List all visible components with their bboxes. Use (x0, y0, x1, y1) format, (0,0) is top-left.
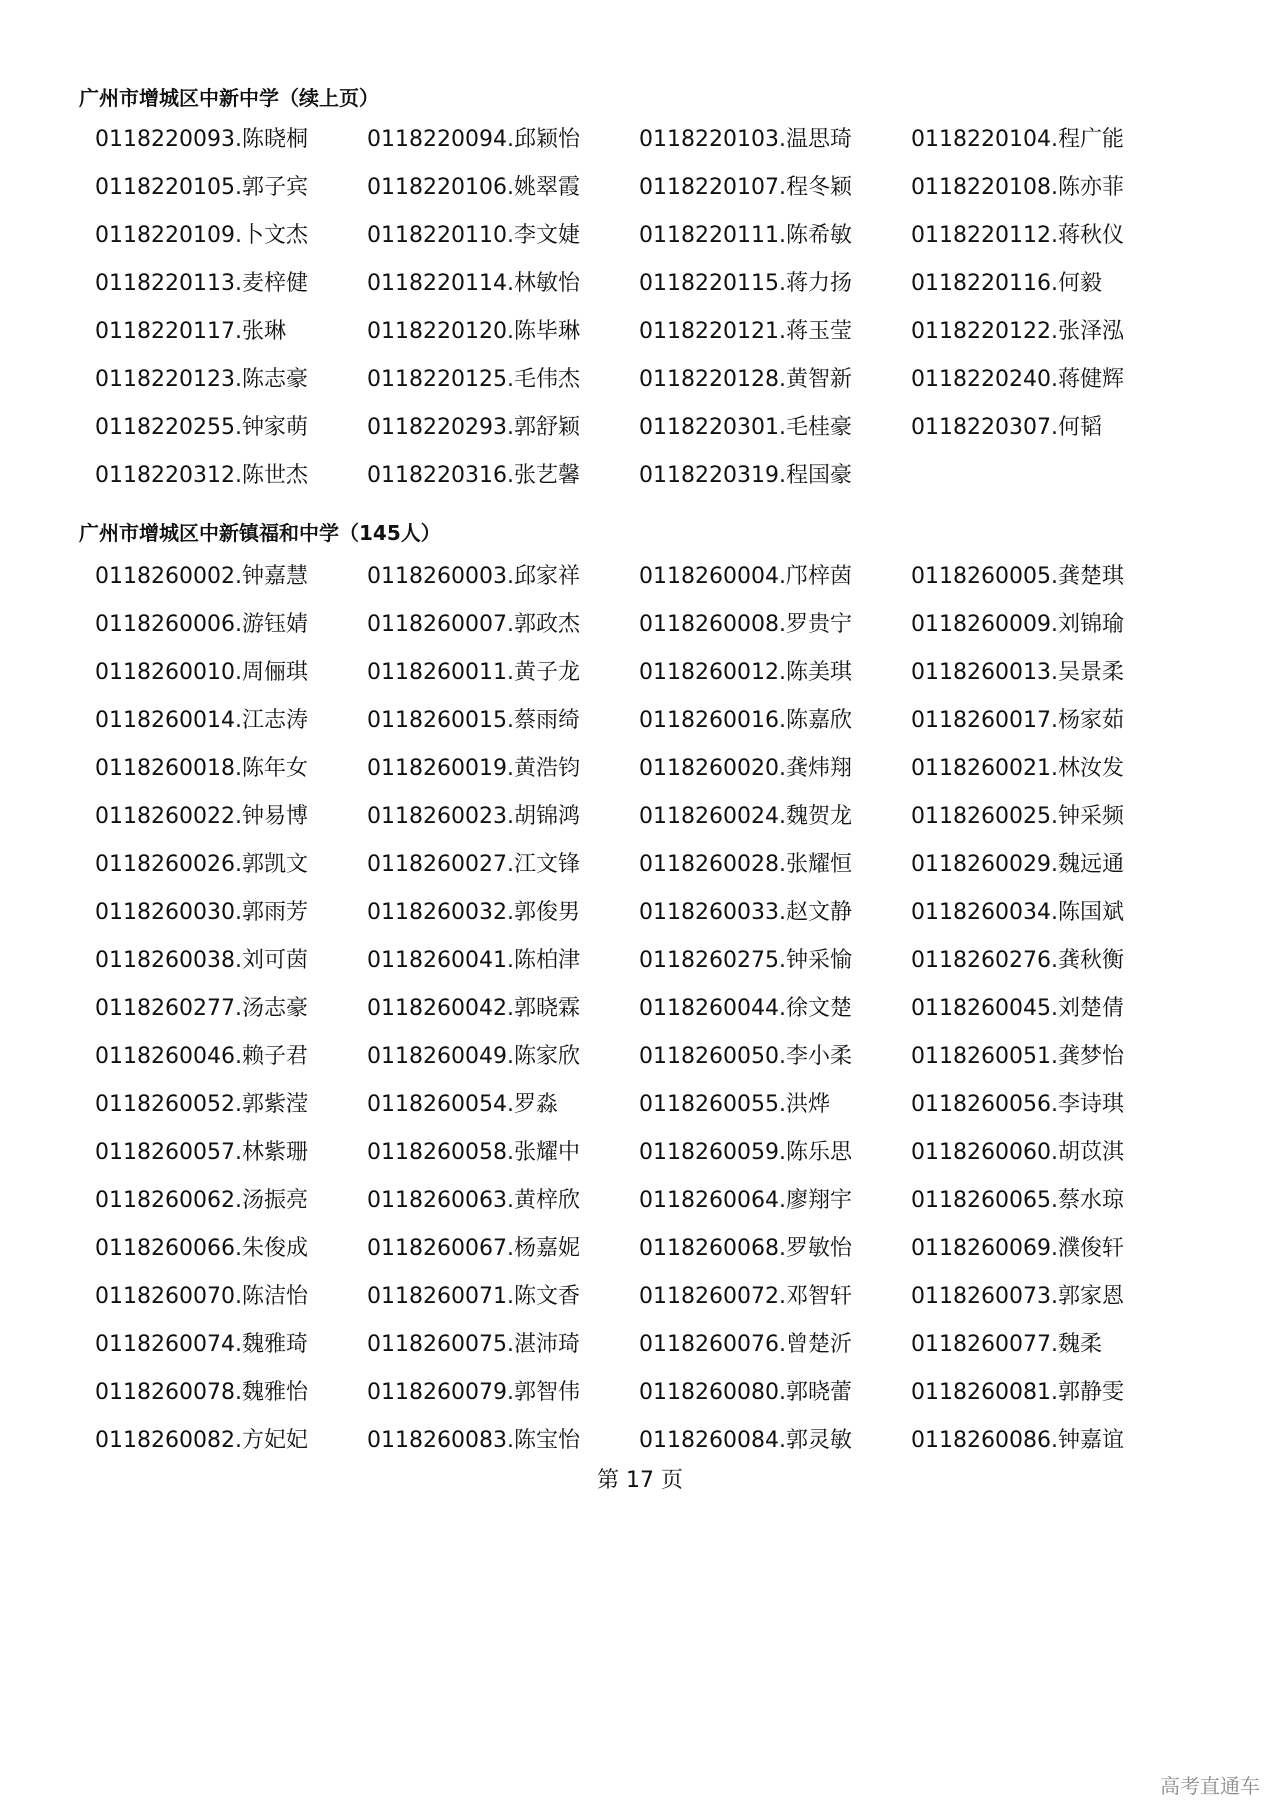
list-item: 0118260041.陈柏津 (367, 948, 580, 973)
list-item: 0118220094.邱颖怡 (367, 127, 580, 152)
list-item: 0118220319.程国豪 (639, 463, 852, 488)
list-item: 0118260044.徐文楚 (639, 996, 852, 1021)
list-item: 0118260011.黄子龙 (367, 660, 580, 685)
section-title-2: 广州市增城区中新镇福和中学（145人） (79, 521, 441, 545)
list-item: 0118260078.魏雅怡 (95, 1380, 308, 1405)
list-item: 0118260024.魏贺龙 (639, 804, 852, 829)
list-item: 0118260069.濮俊轩 (911, 1236, 1124, 1261)
list-item: 0118260004.邝梓茵 (639, 564, 852, 589)
list-item: 0118260038.刘可茵 (95, 948, 308, 973)
list-item: 0118260030.郭雨芳 (95, 900, 308, 925)
entry-list-1 (95, 116, 1195, 500)
list-item: 0118220121.蒋玉莹 (639, 319, 852, 344)
list-item: 0118260049.陈家欣 (367, 1044, 580, 1069)
list-item: 0118220120.陈毕琳 (367, 319, 580, 344)
list-item: 0118260026.郭凯文 (95, 852, 308, 877)
list-item: 0118260060.胡苡淇 (911, 1140, 1124, 1165)
list-item: 0118220113.麦梓健 (95, 271, 308, 296)
list-item: 0118260065.蔡水琼 (911, 1188, 1124, 1213)
list-item: 0118260057.林紫珊 (95, 1140, 308, 1165)
list-item: 0118220128.黄智新 (639, 367, 852, 392)
list-item: 0118260003.邱家祥 (367, 564, 580, 589)
list-item: 0118260064.廖翔宇 (639, 1188, 852, 1213)
list-item: 0118260021.林汝发 (911, 756, 1124, 781)
list-item: 0118260084.郭灵敏 (639, 1428, 852, 1453)
list-item: 0118260017.杨家茹 (911, 708, 1124, 733)
list-item: 0118220307.何韬 (911, 415, 1102, 440)
list-item: 0118220107.程冬颖 (639, 175, 852, 200)
list-item: 0118260076.曾楚沂 (639, 1332, 852, 1357)
list-item: 0118260010.周俪琪 (95, 660, 308, 685)
list-item: 0118220301.毛桂豪 (639, 415, 852, 440)
list-item: 0118260042.郭晓霖 (367, 996, 580, 1021)
list-item: 0118220109.卜文杰 (95, 223, 308, 248)
list-item: 0118260055.洪烨 (639, 1092, 830, 1117)
list-item: 0118260066.朱俊成 (95, 1236, 308, 1261)
list-item: 0118220105.郭子宾 (95, 175, 308, 200)
watermark-text: 高考直通车 (1160, 1774, 1260, 1798)
list-item: 0118260013.吴景柔 (911, 660, 1124, 685)
list-item: 0118260019.黄浩钧 (367, 756, 580, 781)
list-item: 0118220293.郭舒颖 (367, 415, 580, 440)
list-item: 0118220316.张艺馨 (367, 463, 580, 488)
list-item: 0118260027.江文锋 (367, 852, 580, 877)
list-item: 0118220312.陈世杰 (95, 463, 308, 488)
list-item: 0118260032.郭俊男 (367, 900, 580, 925)
list-item: 0118220106.姚翠霞 (367, 175, 580, 200)
list-item: 0118260029.魏远通 (911, 852, 1124, 877)
list-item: 0118260277.汤志豪 (95, 996, 308, 1021)
list-item: 0118260052.郭紫滢 (95, 1092, 308, 1117)
list-item: 0118260276.龚秋衡 (911, 948, 1124, 973)
list-item: 0118260005.龚楚琪 (911, 564, 1124, 589)
list-item: 0118260082.方妃妃 (95, 1428, 308, 1453)
list-item: 0118260086.钟嘉谊 (911, 1428, 1124, 1453)
list-item: 0118260072.邓智轩 (639, 1284, 852, 1309)
list-item: 0118260007.郭政杰 (367, 612, 580, 637)
list-item: 0118220112.蒋秋仪 (911, 223, 1124, 248)
list-item: 0118260083.陈宝怡 (367, 1428, 580, 1453)
list-item: 0118260275.钟采愉 (639, 948, 852, 973)
list-item: 0118260073.郭家恩 (911, 1284, 1124, 1309)
list-item: 0118260059.陈乐思 (639, 1140, 852, 1165)
list-item: 0118260063.黄梓欣 (367, 1188, 580, 1213)
page-number: 第 17 页 (597, 1468, 683, 1493)
list-item: 0118220103.温思琦 (639, 127, 852, 152)
list-item: 0118220122.张泽泓 (911, 319, 1124, 344)
list-item: 0118260070.陈洁怡 (95, 1284, 308, 1309)
list-item: 0118260028.张耀恒 (639, 852, 852, 877)
list-item: 0118260062.汤振亮 (95, 1188, 308, 1213)
list-item: 0118260051.龚梦怡 (911, 1044, 1124, 1069)
list-item: 0118220110.李文婕 (367, 223, 580, 248)
list-item: 0118220116.何毅 (911, 271, 1102, 296)
list-item: 0118260050.李小柔 (639, 1044, 852, 1069)
list-item: 0118260020.龚炜翔 (639, 756, 852, 781)
list-item: 0118260002.钟嘉慧 (95, 564, 308, 589)
list-item: 0118260079.郭智伟 (367, 1380, 580, 1405)
list-item: 0118260075.湛沛琦 (367, 1332, 580, 1357)
list-item: 0118260046.赖子君 (95, 1044, 308, 1069)
list-item: 0118260056.李诗琪 (911, 1092, 1124, 1117)
list-item: 0118260034.陈国斌 (911, 900, 1124, 925)
list-item: 0118260077.魏柔 (911, 1332, 1102, 1357)
list-item: 0118260015.蔡雨绮 (367, 708, 580, 733)
list-item: 0118260058.张耀中 (367, 1140, 580, 1165)
list-item: 0118260016.陈嘉欣 (639, 708, 852, 733)
list-item: 0118260054.罗淼 (367, 1092, 558, 1117)
list-item: 0118260008.罗贵宁 (639, 612, 852, 637)
list-item: 0118220123.陈志豪 (95, 367, 308, 392)
list-item: 0118260081.郭静雯 (911, 1380, 1124, 1405)
list-item: 0118260045.刘楚倩 (911, 996, 1124, 1021)
list-item: 0118220093.陈晓桐 (95, 127, 308, 152)
list-item: 0118220125.毛伟杰 (367, 367, 580, 392)
list-item: 0118220115.蒋力扬 (639, 271, 852, 296)
list-item: 0118260068.罗敏怡 (639, 1236, 852, 1261)
list-item: 0118260018.陈年女 (95, 756, 308, 781)
list-item: 0118220104.程广能 (911, 127, 1124, 152)
list-item: 0118260014.江志涛 (95, 708, 308, 733)
list-item: 0118260071.陈文香 (367, 1284, 580, 1309)
list-item: 0118220240.蒋健辉 (911, 367, 1124, 392)
list-item: 0118260074.魏雅琦 (95, 1332, 308, 1357)
list-item: 0118220111.陈希敏 (639, 223, 852, 248)
list-item: 0118220255.钟家萌 (95, 415, 308, 440)
list-item: 0118260009.刘锦瑜 (911, 612, 1124, 637)
entry-list-2 (95, 553, 1195, 1465)
list-item: 0118260033.赵文静 (639, 900, 852, 925)
list-item: 0118260080.郭晓蕾 (639, 1380, 852, 1405)
section-title-1: 广州市增城区中新中学（续上页） (79, 86, 379, 110)
list-item: 0118260022.钟易博 (95, 804, 308, 829)
list-item: 0118220114.林敏怡 (367, 271, 580, 296)
list-item: 0118260012.陈美琪 (639, 660, 852, 685)
list-item: 0118260023.胡锦鸿 (367, 804, 580, 829)
list-item: 0118220117.张琳 (95, 319, 286, 344)
list-item: 0118260067.杨嘉妮 (367, 1236, 580, 1261)
list-item: 0118220108.陈亦菲 (911, 175, 1124, 200)
list-item: 0118260006.游钰婧 (95, 612, 308, 637)
list-item: 0118260025.钟采频 (911, 804, 1124, 829)
